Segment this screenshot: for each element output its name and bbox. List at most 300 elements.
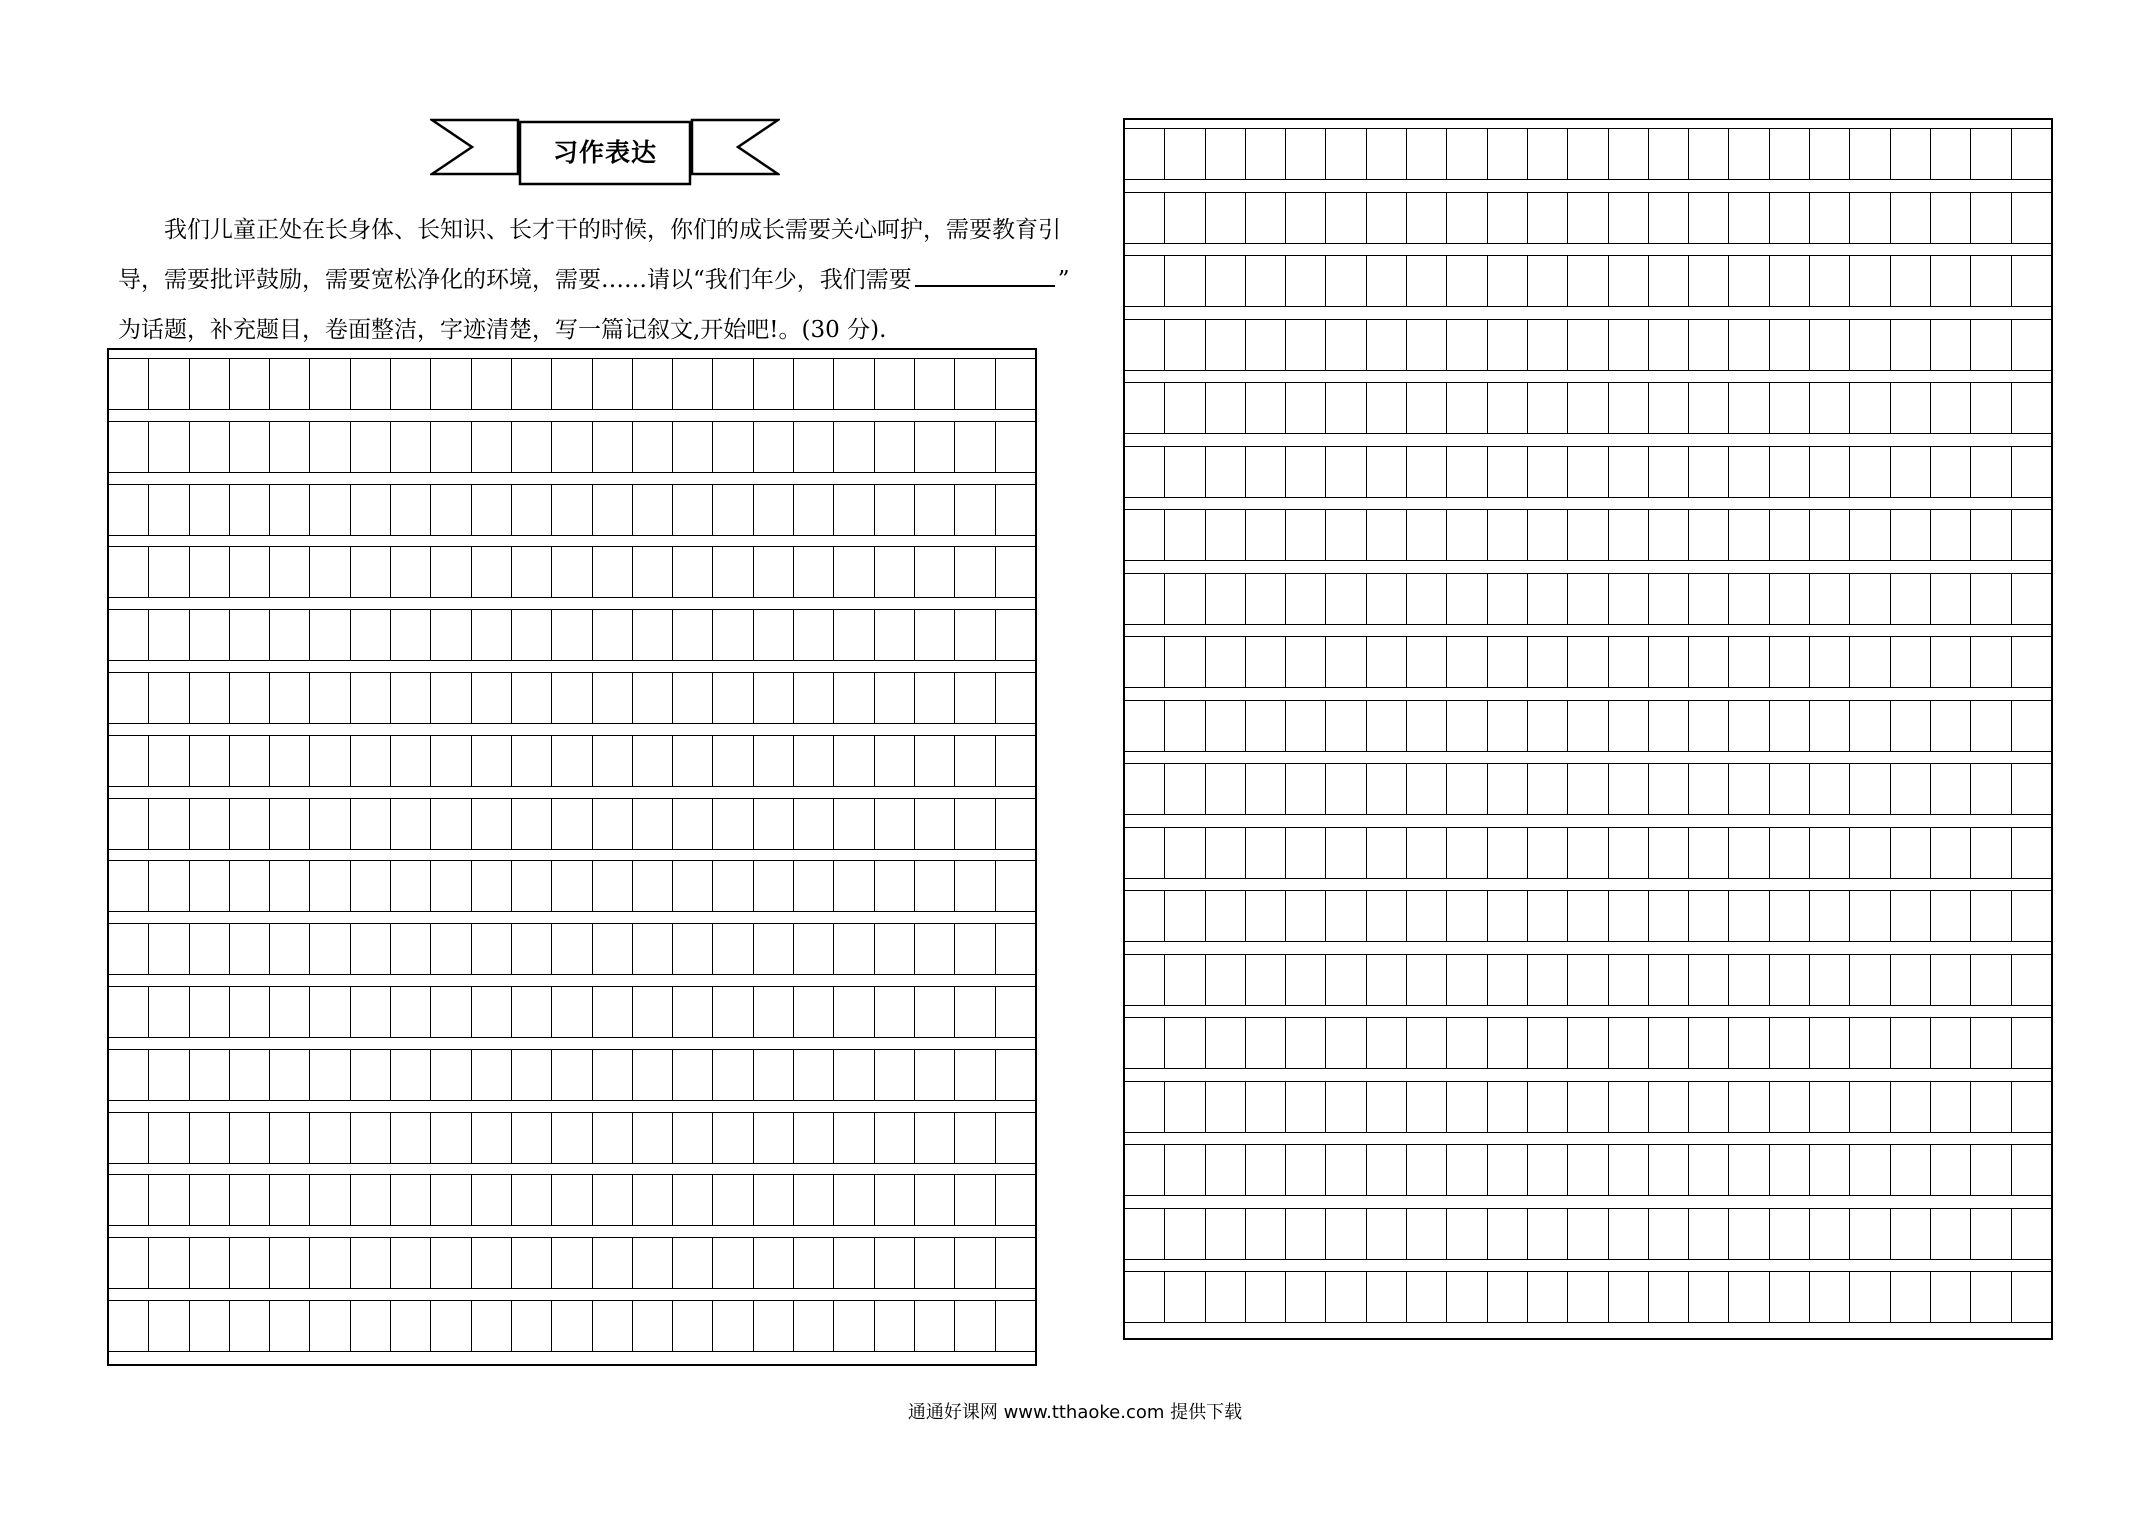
grid-cell[interactable]	[1689, 1272, 1729, 1322]
grid-cell[interactable]	[1246, 891, 1286, 941]
grid-cell[interactable]	[915, 359, 955, 409]
grid-cell[interactable]	[1165, 383, 1205, 433]
grid-cell[interactable]	[1649, 891, 1689, 941]
grid-cell[interactable]	[1810, 1209, 1850, 1259]
grid-cell[interactable]	[149, 987, 189, 1037]
grid-cell[interactable]	[794, 1113, 834, 1163]
grid-cell[interactable]	[149, 861, 189, 911]
grid-cell[interactable]	[472, 1301, 512, 1351]
grid-cell[interactable]	[1649, 764, 1689, 814]
grid-cell[interactable]	[1367, 828, 1407, 878]
grid-cell[interactable]	[915, 547, 955, 597]
grid-cell[interactable]	[593, 547, 633, 597]
grid-cell[interactable]	[149, 736, 189, 786]
grid-cell[interactable]	[1165, 1018, 1205, 1068]
grid-cell[interactable]	[1649, 510, 1689, 560]
grid-cell[interactable]	[1206, 891, 1246, 941]
grid-cell[interactable]	[633, 359, 673, 409]
grid-cell[interactable]	[1689, 574, 1729, 624]
grid-cell[interactable]	[1488, 256, 1528, 306]
grid-cell[interactable]	[2012, 256, 2051, 306]
grid-cell[interactable]	[1891, 193, 1931, 243]
grid-cell[interactable]	[1165, 510, 1205, 560]
grid-cell[interactable]	[1206, 1082, 1246, 1132]
grid-cell[interactable]	[996, 422, 1035, 472]
grid-cell[interactable]	[593, 1113, 633, 1163]
grid-cell[interactable]	[633, 861, 673, 911]
grid-cell[interactable]	[955, 736, 995, 786]
grid-cell[interactable]	[915, 1113, 955, 1163]
grid-cell[interactable]	[351, 799, 391, 849]
grid-cell[interactable]	[1810, 574, 1850, 624]
grid-cell[interactable]	[1367, 1018, 1407, 1068]
grid-cell[interactable]	[1931, 1145, 1971, 1195]
grid-cell[interactable]	[633, 1301, 673, 1351]
grid-cell[interactable]	[1367, 1272, 1407, 1322]
grid-cell[interactable]	[1367, 320, 1407, 370]
grid-cell[interactable]	[1407, 1018, 1447, 1068]
grid-cell[interactable]	[955, 924, 995, 974]
grid-cell[interactable]	[512, 1238, 552, 1288]
grid-cell[interactable]	[391, 1175, 431, 1225]
grid-cell[interactable]	[794, 1175, 834, 1225]
grid-cell[interactable]	[1689, 320, 1729, 370]
grid-cell[interactable]	[754, 1113, 794, 1163]
grid-cell[interactable]	[1286, 637, 1326, 687]
grid-cell[interactable]	[310, 1175, 350, 1225]
grid-cell[interactable]	[190, 1113, 230, 1163]
grid-cell[interactable]	[1286, 383, 1326, 433]
grid-cell[interactable]	[1528, 891, 1568, 941]
grid-cell[interactable]	[230, 359, 270, 409]
grid-cell[interactable]	[472, 422, 512, 472]
grid-cell[interactable]	[673, 736, 713, 786]
grid-cell[interactable]	[754, 673, 794, 723]
grid-cell[interactable]	[1488, 1018, 1528, 1068]
grid-cell[interactable]	[633, 1238, 673, 1288]
grid-cell[interactable]	[1165, 1082, 1205, 1132]
grid-cell[interactable]	[109, 924, 149, 974]
grid-cell[interactable]	[754, 987, 794, 1037]
grid-cell[interactable]	[996, 673, 1035, 723]
grid-cell[interactable]	[1488, 1272, 1528, 1322]
grid-cell[interactable]	[270, 1238, 310, 1288]
grid-cell[interactable]	[310, 1301, 350, 1351]
grid-cell[interactable]	[1609, 1145, 1649, 1195]
grid-cell[interactable]	[552, 1113, 592, 1163]
grid-cell[interactable]	[1568, 1018, 1608, 1068]
grid-cell[interactable]	[1891, 320, 1931, 370]
grid-cell[interactable]	[713, 547, 753, 597]
grid-cell[interactable]	[270, 422, 310, 472]
grid-cell[interactable]	[190, 924, 230, 974]
grid-cell[interactable]	[190, 987, 230, 1037]
grid-cell[interactable]	[1488, 447, 1528, 497]
grid-cell[interactable]	[1407, 320, 1447, 370]
grid-cell[interactable]	[1447, 447, 1487, 497]
grid-cell[interactable]	[149, 1050, 189, 1100]
grid-cell[interactable]	[391, 736, 431, 786]
grid-cell[interactable]	[351, 861, 391, 911]
grid-cell[interactable]	[673, 861, 713, 911]
grid-cell[interactable]	[955, 422, 995, 472]
grid-cell[interactable]	[875, 987, 915, 1037]
grid-cell[interactable]	[673, 359, 713, 409]
grid-cell[interactable]	[1488, 764, 1528, 814]
grid-cell[interactable]	[1246, 129, 1286, 179]
grid-cell[interactable]	[431, 485, 471, 535]
grid-cell[interactable]	[1568, 637, 1608, 687]
grid-cell[interactable]	[996, 924, 1035, 974]
grid-cell[interactable]	[109, 1175, 149, 1225]
grid-cell[interactable]	[1891, 383, 1931, 433]
grid-cell[interactable]	[1528, 1145, 1568, 1195]
grid-cell[interactable]	[1931, 1209, 1971, 1259]
grid-cell[interactable]	[1931, 256, 1971, 306]
grid-cell[interactable]	[1971, 1209, 2011, 1259]
grid-cell[interactable]	[190, 359, 230, 409]
grid-cell[interactable]	[593, 1050, 633, 1100]
grid-cell[interactable]	[794, 736, 834, 786]
grid-cell[interactable]	[713, 1175, 753, 1225]
grid-cell[interactable]	[190, 1050, 230, 1100]
grid-cell[interactable]	[109, 610, 149, 660]
grid-cell[interactable]	[834, 1238, 874, 1288]
grid-cell[interactable]	[1246, 1018, 1286, 1068]
grid-cell[interactable]	[1931, 1018, 1971, 1068]
grid-cell[interactable]	[310, 673, 350, 723]
grid-cell[interactable]	[310, 359, 350, 409]
grid-cell[interactable]	[351, 359, 391, 409]
grid-cell[interactable]	[1609, 383, 1649, 433]
grid-cell[interactable]	[2012, 1145, 2051, 1195]
grid-cell[interactable]	[431, 1175, 471, 1225]
grid-cell[interactable]	[673, 547, 713, 597]
grid-cell[interactable]	[1125, 828, 1165, 878]
grid-cell[interactable]	[1447, 828, 1487, 878]
grid-cell[interactable]	[310, 736, 350, 786]
grid-cell[interactable]	[149, 547, 189, 597]
grid-cell[interactable]	[351, 485, 391, 535]
grid-cell[interactable]	[1528, 320, 1568, 370]
grid-cell[interactable]	[1850, 637, 1890, 687]
grid-cell[interactable]	[190, 485, 230, 535]
grid-cell[interactable]	[593, 799, 633, 849]
grid-cell[interactable]	[351, 547, 391, 597]
grid-cell[interactable]	[1568, 1145, 1608, 1195]
grid-cell[interactable]	[1689, 447, 1729, 497]
grid-cell[interactable]	[1891, 1082, 1931, 1132]
grid-cell[interactable]	[915, 485, 955, 535]
grid-cell[interactable]	[1407, 955, 1447, 1005]
grid-cell[interactable]	[1125, 1272, 1165, 1322]
grid-cell[interactable]	[1286, 1018, 1326, 1068]
grid-cell[interactable]	[1649, 383, 1689, 433]
grid-cell[interactable]	[1407, 1209, 1447, 1259]
grid-cell[interactable]	[1850, 256, 1890, 306]
grid-cell[interactable]	[1206, 955, 1246, 1005]
grid-cell[interactable]	[1488, 1209, 1528, 1259]
grid-cell[interactable]	[512, 987, 552, 1037]
grid-cell[interactable]	[149, 1175, 189, 1225]
grid-cell[interactable]	[955, 1301, 995, 1351]
grid-cell[interactable]	[593, 610, 633, 660]
grid-cell[interactable]	[1729, 447, 1769, 497]
grid-cell[interactable]	[1810, 891, 1850, 941]
grid-cell[interactable]	[1326, 256, 1366, 306]
grid-cell[interactable]	[713, 673, 753, 723]
grid-cell[interactable]	[1810, 1145, 1850, 1195]
grid-cell[interactable]	[1770, 955, 1810, 1005]
grid-cell[interactable]	[1407, 129, 1447, 179]
grid-cell[interactable]	[472, 673, 512, 723]
grid-cell[interactable]	[472, 924, 512, 974]
grid-cell[interactable]	[1246, 828, 1286, 878]
grid-cell[interactable]	[351, 1050, 391, 1100]
grid-cell[interactable]	[472, 1238, 512, 1288]
grid-cell[interactable]	[875, 1113, 915, 1163]
grid-cell[interactable]	[593, 861, 633, 911]
grid-cell[interactable]	[1689, 955, 1729, 1005]
grid-cell[interactable]	[1488, 129, 1528, 179]
grid-cell[interactable]	[109, 736, 149, 786]
grid-cell[interactable]	[754, 736, 794, 786]
grid-cell[interactable]	[875, 485, 915, 535]
grid-cell[interactable]	[1729, 1209, 1769, 1259]
grid-cell[interactable]	[1609, 129, 1649, 179]
grid-cell[interactable]	[1568, 1209, 1608, 1259]
grid-cell[interactable]	[1770, 828, 1810, 878]
grid-cell[interactable]	[1891, 764, 1931, 814]
grid-cell[interactable]	[391, 359, 431, 409]
grid-cell[interactable]	[270, 861, 310, 911]
grid-cell[interactable]	[1165, 447, 1205, 497]
grid-cell[interactable]	[673, 610, 713, 660]
grid-cell[interactable]	[230, 485, 270, 535]
grid-cell[interactable]	[1891, 256, 1931, 306]
grid-cell[interactable]	[1649, 1145, 1689, 1195]
grid-cell[interactable]	[310, 1113, 350, 1163]
grid-cell[interactable]	[2012, 828, 2051, 878]
grid-cell[interactable]	[1810, 510, 1850, 560]
grid-cell[interactable]	[1649, 1272, 1689, 1322]
grid-cell[interactable]	[1891, 510, 1931, 560]
grid-cell[interactable]	[1891, 891, 1931, 941]
grid-cell[interactable]	[1770, 1018, 1810, 1068]
grid-cell[interactable]	[1165, 764, 1205, 814]
grid-cell[interactable]	[713, 485, 753, 535]
grid-cell[interactable]	[512, 547, 552, 597]
grid-cell[interactable]	[1528, 1209, 1568, 1259]
grid-cell[interactable]	[391, 1301, 431, 1351]
grid-cell[interactable]	[1165, 129, 1205, 179]
grid-cell[interactable]	[1850, 764, 1890, 814]
grid-cell[interactable]	[955, 673, 995, 723]
grid-cell[interactable]	[391, 422, 431, 472]
grid-cell[interactable]	[1689, 891, 1729, 941]
grid-cell[interactable]	[1770, 510, 1810, 560]
grid-cell[interactable]	[1568, 955, 1608, 1005]
grid-cell[interactable]	[1971, 764, 2011, 814]
grid-cell[interactable]	[109, 1050, 149, 1100]
grid-cell[interactable]	[1367, 383, 1407, 433]
grid-cell[interactable]	[149, 1238, 189, 1288]
grid-cell[interactable]	[230, 924, 270, 974]
grid-cell[interactable]	[230, 736, 270, 786]
grid-cell[interactable]	[593, 422, 633, 472]
grid-cell[interactable]	[1770, 383, 1810, 433]
grid-cell[interactable]	[1407, 1145, 1447, 1195]
grid-cell[interactable]	[1246, 1272, 1286, 1322]
grid-cell[interactable]	[472, 987, 512, 1037]
grid-cell[interactable]	[593, 987, 633, 1037]
grid-cell[interactable]	[1246, 320, 1286, 370]
grid-cell[interactable]	[1165, 955, 1205, 1005]
grid-cell[interactable]	[915, 987, 955, 1037]
grid-cell[interactable]	[1568, 129, 1608, 179]
grid-cell[interactable]	[1850, 701, 1890, 751]
grid-cell[interactable]	[915, 1238, 955, 1288]
grid-cell[interactable]	[1971, 1145, 2011, 1195]
grid-cell[interactable]	[1770, 129, 1810, 179]
grid-cell[interactable]	[1729, 383, 1769, 433]
grid-cell[interactable]	[875, 1238, 915, 1288]
grid-cell[interactable]	[1891, 1272, 1931, 1322]
grid-cell[interactable]	[1488, 1082, 1528, 1132]
grid-cell[interactable]	[149, 485, 189, 535]
grid-cell[interactable]	[1931, 701, 1971, 751]
grid-cell[interactable]	[149, 610, 189, 660]
grid-cell[interactable]	[1165, 193, 1205, 243]
grid-cell[interactable]	[2012, 1018, 2051, 1068]
grid-cell[interactable]	[1810, 383, 1850, 433]
grid-cell[interactable]	[1125, 701, 1165, 751]
grid-cell[interactable]	[1165, 256, 1205, 306]
grid-cell[interactable]	[512, 610, 552, 660]
grid-cell[interactable]	[1689, 637, 1729, 687]
grid-cell[interactable]	[512, 422, 552, 472]
grid-cell[interactable]	[794, 1238, 834, 1288]
grid-cell[interactable]	[1367, 1209, 1407, 1259]
grid-cell[interactable]	[109, 422, 149, 472]
grid-cell[interactable]	[1891, 1209, 1931, 1259]
grid-cell[interactable]	[996, 1113, 1035, 1163]
grid-cell[interactable]	[109, 987, 149, 1037]
grid-cell[interactable]	[109, 799, 149, 849]
grid-cell[interactable]	[190, 799, 230, 849]
grid-cell[interactable]	[1850, 1018, 1890, 1068]
grid-cell[interactable]	[190, 736, 230, 786]
grid-cell[interactable]	[1326, 1272, 1366, 1322]
grid-cell[interactable]	[1649, 256, 1689, 306]
grid-cell[interactable]	[1931, 891, 1971, 941]
grid-cell[interactable]	[1770, 256, 1810, 306]
grid-cell[interactable]	[1447, 764, 1487, 814]
grid-cell[interactable]	[1689, 828, 1729, 878]
grid-cell[interactable]	[310, 987, 350, 1037]
grid-cell[interactable]	[915, 422, 955, 472]
grid-cell[interactable]	[391, 1113, 431, 1163]
grid-cell[interactable]	[1286, 1082, 1326, 1132]
grid-cell[interactable]	[1165, 574, 1205, 624]
grid-cell[interactable]	[1931, 1082, 1971, 1132]
grid-cell[interactable]	[955, 799, 995, 849]
grid-cell[interactable]	[1609, 1209, 1649, 1259]
grid-cell[interactable]	[1125, 383, 1165, 433]
grid-cell[interactable]	[1206, 256, 1246, 306]
grid-cell[interactable]	[1528, 447, 1568, 497]
grid-cell[interactable]	[1931, 383, 1971, 433]
grid-cell[interactable]	[1165, 1272, 1205, 1322]
grid-cell[interactable]	[633, 610, 673, 660]
grid-cell[interactable]	[1206, 320, 1246, 370]
grid-cell[interactable]	[1125, 764, 1165, 814]
grid-cell[interactable]	[391, 799, 431, 849]
grid-cell[interactable]	[673, 1301, 713, 1351]
grid-cell[interactable]	[673, 422, 713, 472]
grid-cell[interactable]	[1286, 828, 1326, 878]
grid-cell[interactable]	[593, 1238, 633, 1288]
grid-cell[interactable]	[1407, 891, 1447, 941]
grid-cell[interactable]	[794, 1301, 834, 1351]
grid-cell[interactable]	[633, 1175, 673, 1225]
grid-cell[interactable]	[310, 799, 350, 849]
grid-cell[interactable]	[875, 736, 915, 786]
grid-cell[interactable]	[1810, 320, 1850, 370]
grid-cell[interactable]	[109, 673, 149, 723]
grid-cell[interactable]	[996, 736, 1035, 786]
grid-cell[interactable]	[713, 799, 753, 849]
grid-cell[interactable]	[915, 736, 955, 786]
grid-cell[interactable]	[834, 422, 874, 472]
grid-cell[interactable]	[1125, 1145, 1165, 1195]
grid-cell[interactable]	[633, 422, 673, 472]
grid-cell[interactable]	[1125, 1209, 1165, 1259]
grid-cell[interactable]	[955, 987, 995, 1037]
grid-cell[interactable]	[1206, 1272, 1246, 1322]
grid-cell[interactable]	[1649, 955, 1689, 1005]
grid-cell[interactable]	[1971, 256, 2011, 306]
grid-cell[interactable]	[1286, 574, 1326, 624]
grid-cell[interactable]	[1649, 129, 1689, 179]
grid-cell[interactable]	[431, 736, 471, 786]
grid-cell[interactable]	[1407, 193, 1447, 243]
grid-cell[interactable]	[915, 924, 955, 974]
grid-cell[interactable]	[230, 1050, 270, 1100]
grid-cell[interactable]	[1649, 320, 1689, 370]
grid-cell[interactable]	[552, 422, 592, 472]
grid-cell[interactable]	[794, 1050, 834, 1100]
grid-cell[interactable]	[673, 987, 713, 1037]
grid-cell[interactable]	[1488, 574, 1528, 624]
grid-cell[interactable]	[1891, 828, 1931, 878]
grid-cell[interactable]	[2012, 955, 2051, 1005]
grid-cell[interactable]	[713, 422, 753, 472]
grid-cell[interactable]	[1125, 1082, 1165, 1132]
grid-cell[interactable]	[1246, 193, 1286, 243]
grid-cell[interactable]	[955, 1175, 995, 1225]
grid-cell[interactable]	[1206, 1018, 1246, 1068]
grid-cell[interactable]	[1488, 510, 1528, 560]
grid-cell[interactable]	[1206, 1145, 1246, 1195]
grid-cell[interactable]	[1326, 510, 1366, 560]
grid-cell[interactable]	[1609, 1018, 1649, 1068]
grid-cell[interactable]	[713, 1301, 753, 1351]
grid-cell[interactable]	[633, 924, 673, 974]
grid-cell[interactable]	[1286, 320, 1326, 370]
grid-cell[interactable]	[834, 736, 874, 786]
grid-cell[interactable]	[915, 610, 955, 660]
